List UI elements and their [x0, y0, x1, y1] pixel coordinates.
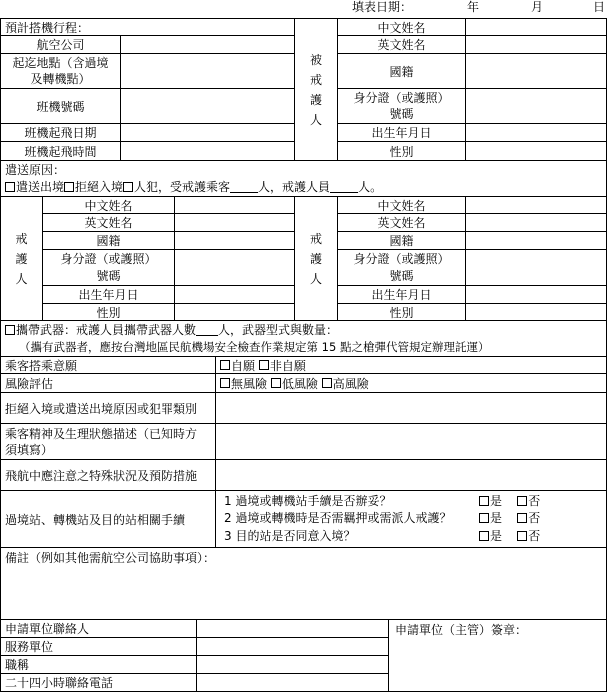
- escort2-chinese-name-label: 中文姓名: [337, 196, 466, 214]
- yes-label: 是: [490, 494, 503, 508]
- escort2-side-char: 戒: [309, 231, 322, 246]
- q3-no-checkbox[interactable]: [517, 531, 527, 541]
- service-unit-field[interactable]: [196, 637, 389, 656]
- phone-24h-field[interactable]: [196, 673, 389, 692]
- contact-person-label: 申請單位聯絡人: [0, 619, 197, 638]
- day-label: 日: [593, 0, 606, 14]
- high-risk-label: 高風險: [332, 376, 369, 391]
- escortee-birth-label: 出生年月日: [337, 123, 466, 142]
- transit-q3-answers: [479, 529, 540, 543]
- seal-label: 申請單位（主管）簽章：: [395, 623, 528, 637]
- escort-side-char: 戒: [15, 231, 28, 246]
- low-risk-checkbox[interactable]: [271, 378, 281, 388]
- escort2-id-field[interactable]: [465, 249, 607, 286]
- weapons-checkbox[interactable]: [5, 325, 15, 335]
- mental-state-line2: 須填寫）: [5, 443, 54, 457]
- q2-yes-checkbox[interactable]: [479, 513, 489, 523]
- criminal-checkbox[interactable]: [123, 182, 133, 192]
- mental-state-line1: 乘客精神及生理狀態描述（已知時方: [5, 427, 198, 441]
- no-risk-checkbox[interactable]: [220, 378, 230, 388]
- voluntary-label: 自願: [231, 358, 256, 373]
- job-title-field[interactable]: [196, 655, 389, 674]
- risk-options: [215, 373, 607, 393]
- escortee-birth-field[interactable]: [465, 123, 607, 142]
- voluntary-checkbox[interactable]: [220, 360, 230, 370]
- escortee-gender-field[interactable]: [465, 141, 607, 161]
- yes-label: 是: [490, 529, 503, 543]
- escort-english-name-field[interactable]: [174, 213, 295, 232]
- escortee-english-name-label: 英文姓名: [337, 35, 466, 54]
- involuntary-label: 非自願: [269, 358, 306, 373]
- no-label: 否: [528, 494, 541, 508]
- route-field[interactable]: [120, 53, 295, 89]
- date-label: 填表日期：: [352, 0, 413, 14]
- escort-side-label: [0, 196, 43, 321]
- escort2-side-label: [294, 196, 338, 321]
- escort-birth-field[interactable]: [174, 285, 295, 304]
- weapons-note: （攜有武器者，應按台灣地區民航機場安全檢查作業規定第 15 點之槍彈代管規定辦理託運）: [19, 340, 490, 354]
- flight-no-field[interactable]: [120, 88, 295, 124]
- high-risk-checkbox[interactable]: [322, 378, 332, 388]
- year-label: 年: [467, 0, 480, 14]
- escortee-chinese-name-field[interactable]: [465, 18, 607, 36]
- reason-options: [5, 180, 382, 194]
- escortee-nationality-field[interactable]: [465, 53, 607, 89]
- will-options: [215, 356, 607, 374]
- escortee-side-label: [294, 18, 338, 161]
- seal-field[interactable]: [388, 619, 607, 692]
- escort2-id-label-line1: 身分證（或護照）: [353, 251, 450, 266]
- route-label-line2: 及轉機點）: [30, 72, 91, 86]
- precautions-label: 飛航中應注意之特殊狀況及預防措施: [0, 459, 216, 491]
- escort-english-name-label: 英文姓名: [42, 213, 175, 232]
- contact-person-field[interactable]: [196, 619, 389, 638]
- escortee-id-label-line2: 號碼: [389, 107, 414, 121]
- precautions-field[interactable]: [215, 459, 607, 491]
- person-end-text: 人。: [358, 180, 383, 194]
- escort2-id-label-line2: 號碼: [389, 268, 414, 283]
- weapons-text-b: 人，武器型式與數量：: [218, 323, 339, 337]
- escortee-gender-label: 性別: [337, 141, 466, 161]
- escortee-side-char: 人: [309, 112, 322, 127]
- transit-q2-answers: [479, 511, 540, 525]
- weapons-text-a: 攜帶武器：戒護人員攜帶武器人數: [16, 323, 197, 337]
- dep-date-label: 班機起飛日期: [0, 123, 121, 142]
- escort2-id-label: [337, 249, 466, 286]
- q1-no-checkbox[interactable]: [517, 496, 527, 506]
- dep-date-field[interactable]: [120, 123, 295, 142]
- escort-id-label: [42, 249, 175, 286]
- transit-q1-answers: [479, 494, 540, 508]
- deport-checkbox[interactable]: [5, 182, 15, 192]
- no-risk-label: 無風險: [231, 376, 268, 391]
- escort-id-field[interactable]: [174, 249, 295, 286]
- weapons-line1: [5, 323, 338, 337]
- transit-label: 過境站、轉機站及目的站相關手續: [0, 490, 216, 548]
- yes-label: 是: [490, 511, 503, 525]
- escort2-chinese-name-field[interactable]: [465, 196, 607, 214]
- escort-side-char: 人: [15, 271, 28, 286]
- escort-side-char: 護: [15, 251, 28, 266]
- escortee-id-field[interactable]: [465, 88, 607, 124]
- will-label: 乘客搭乘意願: [0, 356, 216, 374]
- route-label: [0, 53, 121, 89]
- escort-chinese-name-field[interactable]: [174, 196, 295, 214]
- escort-chinese-name-label: 中文姓名: [42, 196, 175, 214]
- escort2-gender-label: 性別: [337, 303, 466, 321]
- deport-label: 遣送出境: [16, 180, 65, 194]
- escortee-side-char: 護: [309, 92, 322, 107]
- transit-q2: 2 過境或轉機時是否需羈押或需派人戒護？: [224, 511, 452, 525]
- reason-section: [0, 160, 607, 197]
- escort2-nationality-label: 國籍: [337, 231, 466, 250]
- q1-yes-checkbox[interactable]: [479, 496, 489, 506]
- month-label: 月: [531, 0, 544, 14]
- escortee-id-label: [337, 88, 466, 124]
- escort2-side-char: 護: [309, 251, 322, 266]
- refusal-reason-label: 拒絕入境或遣送出境原因或犯罪類別: [0, 392, 216, 424]
- weapons-section: [0, 320, 607, 357]
- transit-questions: [215, 490, 607, 548]
- person-text: 人，戒護人員: [258, 180, 331, 194]
- escort-birth-label: 出生年月日: [42, 285, 175, 304]
- escort2-birth-field[interactable]: [465, 285, 607, 304]
- escortee-id-label-line1: 身分證（或護照）: [353, 91, 450, 105]
- escort-nationality-label: 國籍: [42, 231, 175, 250]
- escort-count-blank[interactable]: [330, 181, 358, 193]
- escortee-english-name-field[interactable]: [465, 35, 607, 54]
- route-label-line1: 起迄地點（含過境: [12, 56, 109, 70]
- phone-24h-label: 二十四小時聯絡電話: [0, 673, 197, 692]
- refuse-entry-label: 拒絕入境: [75, 180, 124, 194]
- refusal-reason-field[interactable]: [215, 392, 607, 424]
- escortee-nationality-label: 國籍: [337, 53, 466, 89]
- airline-field[interactable]: [120, 35, 295, 54]
- escort-id-label-line1: 身分證（或護照）: [60, 251, 157, 266]
- weapons-count-blank[interactable]: [196, 324, 218, 336]
- criminal-label: 人犯，受戒護乘客: [134, 180, 231, 194]
- escortee-count-blank[interactable]: [230, 181, 258, 193]
- airline-label: 航空公司: [0, 35, 121, 54]
- escort2-gender-field[interactable]: [465, 303, 607, 321]
- flight-section-title: 預計搭機行程：: [0, 18, 295, 36]
- mental-state-label: [0, 423, 216, 460]
- transit-q3: 3 目的站是否同意入境？: [224, 529, 356, 543]
- escortee-side-char: 被: [309, 52, 322, 67]
- escort2-birth-label: 出生年月日: [337, 285, 466, 304]
- mental-state-field[interactable]: [215, 423, 607, 460]
- low-risk-label: 低風險: [281, 376, 318, 391]
- escort2-nationality-field[interactable]: [465, 231, 607, 250]
- job-title-label: 職稱: [0, 655, 197, 674]
- flight-no-label: 班機號碼: [0, 88, 121, 124]
- escort2-english-name-field[interactable]: [465, 213, 607, 232]
- q3-yes-checkbox[interactable]: [479, 531, 489, 541]
- remarks-label: 備註（例如其他需航空公司協助事項）：: [5, 551, 216, 565]
- dep-time-field[interactable]: [120, 141, 295, 161]
- service-unit-label: 服務單位: [0, 637, 197, 656]
- escort-gender-field[interactable]: [174, 303, 295, 321]
- refuse-entry-checkbox[interactable]: [64, 182, 74, 192]
- remarks-field[interactable]: [0, 547, 607, 620]
- reason-title: 遣送原因：: [5, 163, 66, 177]
- escortee-chinese-name-label: 中文姓名: [337, 18, 466, 36]
- escort-gender-label: 性別: [42, 303, 175, 321]
- transit-q1: 1 過境或轉機站手續是否辦妥？: [224, 494, 392, 508]
- no-label: 否: [528, 511, 541, 525]
- escort2-english-name-label: 英文姓名: [337, 213, 466, 232]
- escort2-side-char: 人: [309, 271, 322, 286]
- risk-label: 風險評估: [0, 373, 216, 393]
- no-label: 否: [528, 529, 541, 543]
- involuntary-checkbox[interactable]: [259, 360, 269, 370]
- dep-time-label: 班機起飛時間: [0, 141, 121, 161]
- escort-nationality-field[interactable]: [174, 231, 295, 250]
- escort-id-label-line2: 號碼: [96, 268, 121, 283]
- q2-no-checkbox[interactable]: [517, 513, 527, 523]
- escortee-side-char: 戒: [309, 72, 322, 87]
